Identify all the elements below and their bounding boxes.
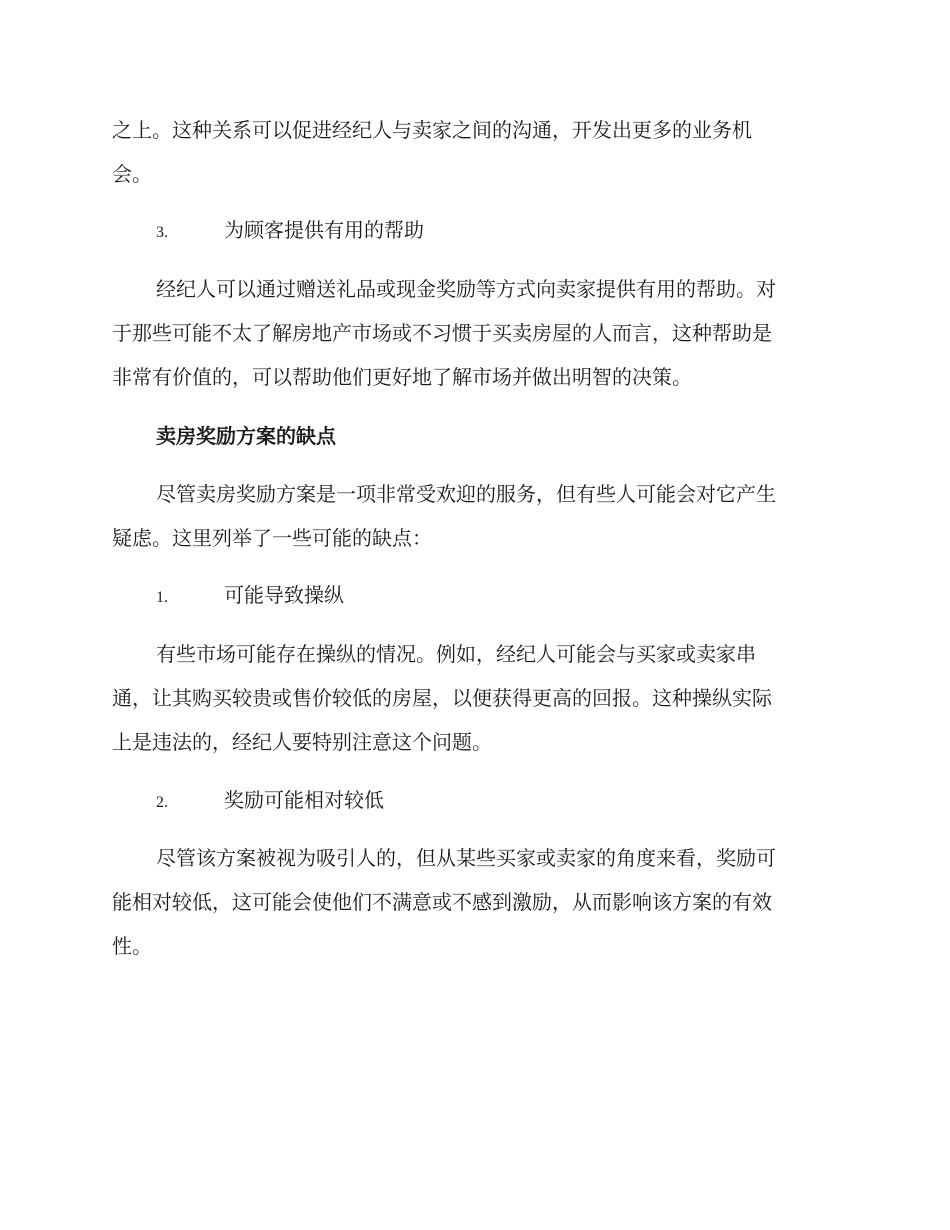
list-number: 1.	[156, 589, 168, 606]
list-item-2	[156, 778, 384, 825]
text-line: 性。	[112, 934, 152, 958]
text-line: 尽管该方案被视为吸引人的，但从某些买家或卖家的角度来看，奖励可	[156, 846, 776, 870]
list-item-1	[156, 573, 344, 620]
paragraph-relationship-benefit	[112, 108, 830, 196]
text-line: 通，让其购买较贵或售价较低的房屋，以便获得更高的回报。这种操纵实际	[112, 686, 772, 710]
list-number: 2.	[156, 794, 168, 811]
text-line: 于那些可能不太了解房地产市场或不习惯于买卖房屋的人而言，这种帮助是	[112, 321, 772, 345]
text-line: 会。	[112, 162, 152, 186]
list-item-title: 可能导致操纵	[224, 583, 344, 607]
text-line: 之上。这种关系可以促进经纪人与卖家之间的沟通，开发出更多的业务机	[112, 118, 752, 142]
paragraph-low-reward	[112, 836, 830, 968]
paragraph-manipulation	[112, 632, 830, 764]
section-heading: 卖房奖励方案的缺点	[156, 424, 336, 448]
list-item-title: 奖励可能相对较低	[224, 788, 384, 812]
list-item-title: 为顾客提供有用的帮助	[224, 218, 424, 242]
list-number: 3.	[156, 224, 168, 241]
text-line: 非常有价值的，可以帮助他们更好地了解市场并做出明智的决策。	[112, 365, 692, 389]
list-item-3	[156, 208, 424, 255]
paragraph-useful-help	[112, 267, 830, 399]
text-line: 疑虑。这里列举了一些可能的缺点：	[112, 526, 432, 550]
text-line: 经纪人可以通过赠送礼品或现金奖励等方式向卖家提供有用的帮助。对	[156, 277, 776, 301]
text-line: 上是违法的，经纪人要特别注意这个问题。	[112, 730, 492, 754]
paragraph-drawbacks-intro	[112, 472, 830, 560]
text-line: 尽管卖房奖励方案是一项非常受欢迎的服务，但有些人可能会对它产生	[156, 482, 776, 506]
text-line: 有些市场可能存在操纵的情况。例如，经纪人可能会与买家或卖家串	[156, 642, 756, 666]
text-line: 能相对较低，这可能会使他们不满意或不感到激励，从而影响该方案的有效	[112, 890, 772, 914]
